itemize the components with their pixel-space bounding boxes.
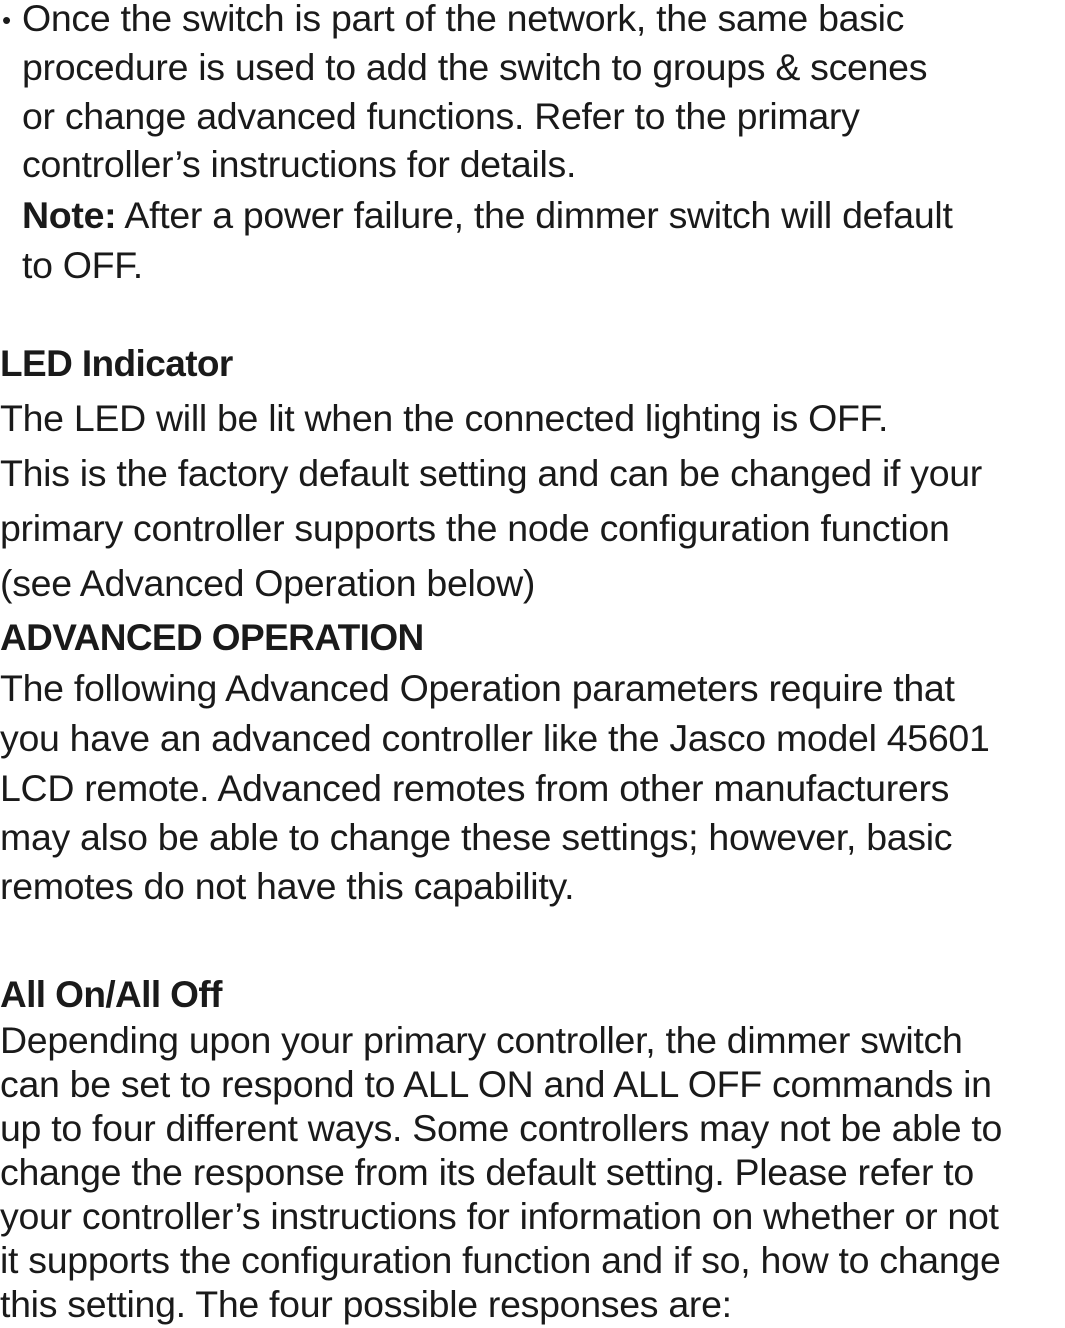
led-heading: LED Indicator (0, 343, 233, 384)
allon-line-1: Depending upon your primary controller, the dimmer switch (0, 1019, 963, 1061)
allon-line-3: up to four different ways. Some controllers may not be able to (0, 1107, 1003, 1149)
advanced-line-2: you have an advanced controller like the Jasco model 45601 (0, 717, 990, 759)
advanced-line-4: may also be able to change these settings; however, basic (0, 816, 953, 858)
bullet-line-1: Once the switch is part of the network, the same basic (22, 0, 905, 39)
note-text-1: After a power failure, the dimmer switch will default (116, 194, 953, 236)
note-label: Note: (22, 194, 117, 236)
advanced-heading: ADVANCED OPERATION (0, 617, 424, 658)
allon-line-4: change the response from its default setting. Please refer to (0, 1151, 974, 1193)
allon-line-2: can be set to respond to ALL ON and ALL OFF commands in (0, 1063, 992, 1105)
allon-line-7: this setting. The four possible responses are: (0, 1283, 732, 1325)
advanced-line-1: The following Advanced Operation parameters require that (0, 667, 955, 709)
advanced-line-3: LCD remote. Advanced remotes from other manufacturers (0, 767, 950, 809)
led-line-1: The LED will be lit when the connected lighting is OFF. (0, 397, 889, 439)
bullet-line-2: procedure is used to add the switch to groups & scenes (22, 46, 928, 88)
bullet-dot: • (2, 5, 11, 35)
note-line-1 (22, 193, 953, 237)
led-line-3: primary controller supports the node configuration function (0, 507, 950, 549)
allon-line-5: your controller’s instructions for information on whether or not (0, 1195, 999, 1237)
note-line-2: to OFF. (22, 244, 143, 286)
led-line-4: (see Advanced Operation below) (0, 562, 536, 604)
allon-heading: All On/All Off (0, 974, 222, 1015)
bullet-line-4: controller’s instructions for details. (22, 143, 577, 185)
led-line-2: This is the factory default setting and can be changed if your (0, 452, 982, 494)
advanced-line-5: remotes do not have this capability. (0, 865, 575, 907)
bullet-line-3: or change advanced functions. Refer to the primary (22, 95, 860, 137)
allon-line-6: it supports the configuration function and if so, how to change (0, 1239, 1001, 1281)
